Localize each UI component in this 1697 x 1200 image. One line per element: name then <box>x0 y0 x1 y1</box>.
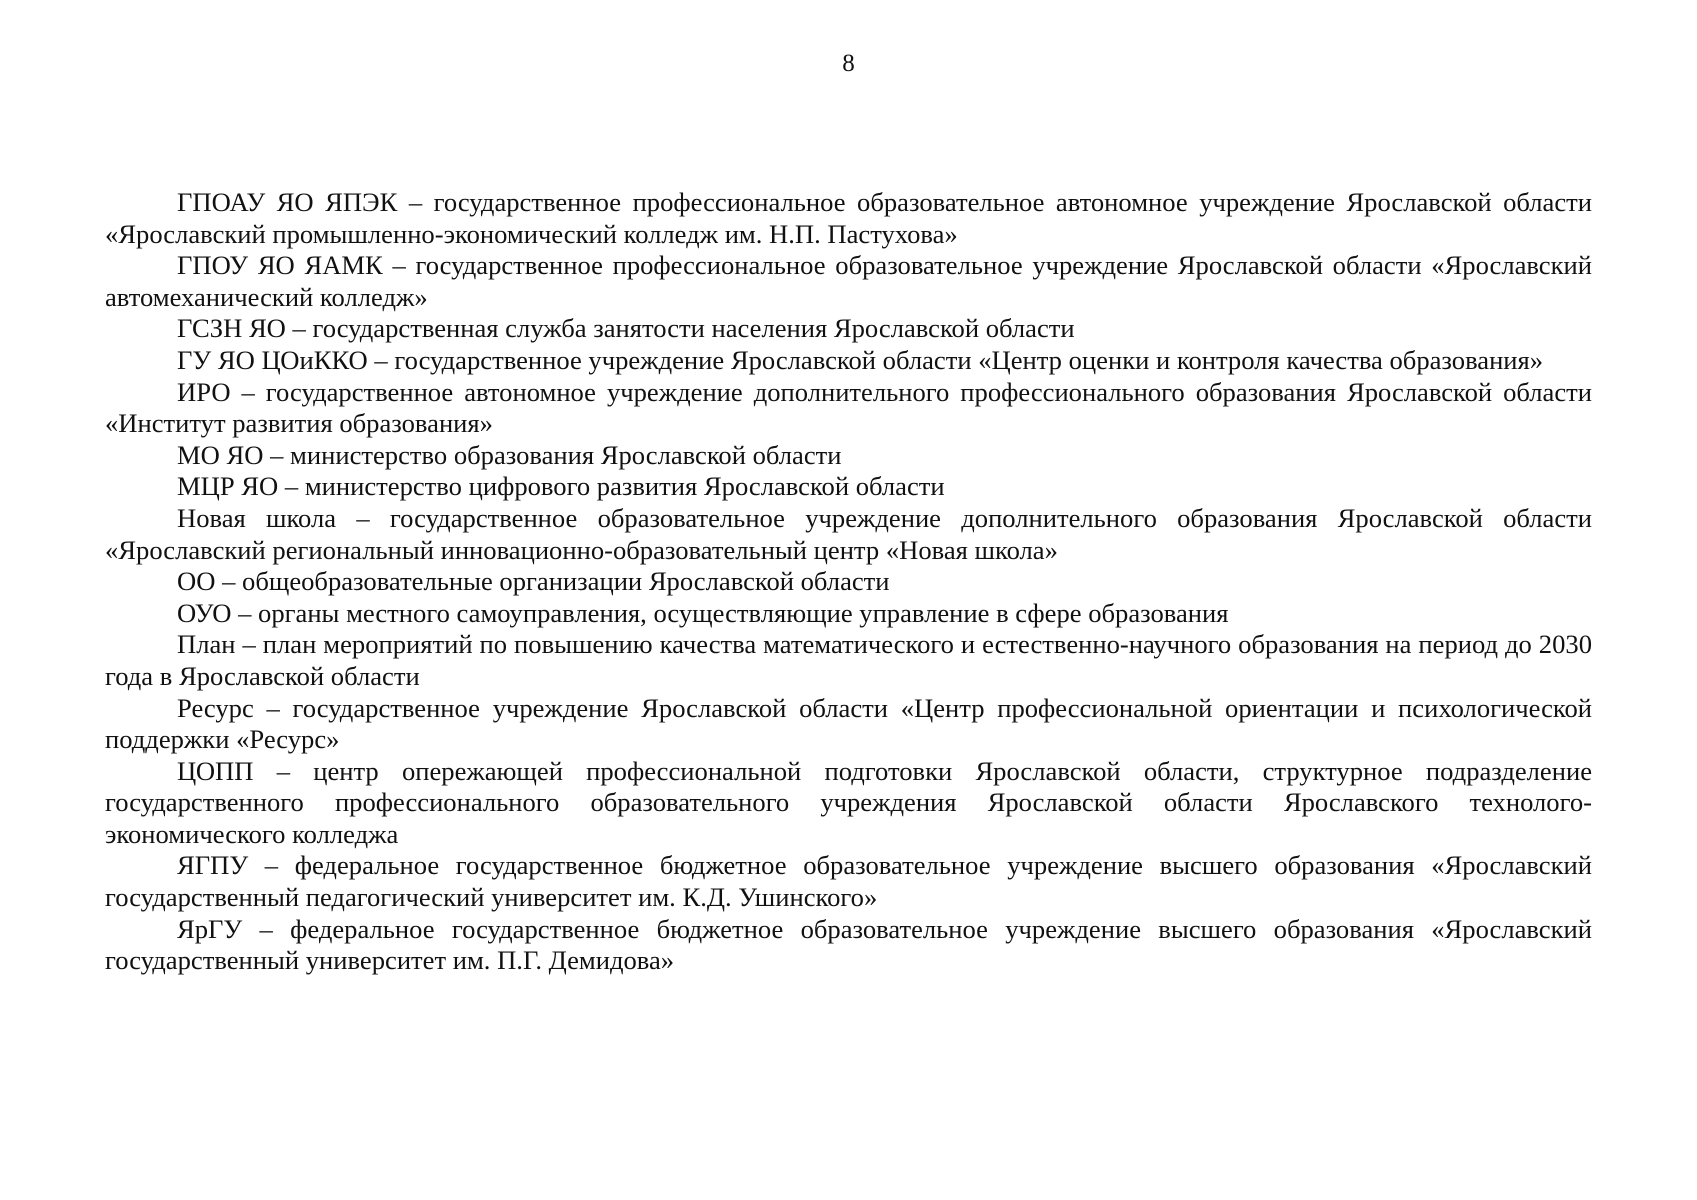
abbreviation-term: МО ЯО <box>177 439 264 470</box>
abbreviation-definition: органы местного самоуправления, осуществляющие управление в сфере образования <box>258 597 1229 628</box>
abbreviation-definition: государственное профессиональное образовательное учреждение Ярославской области «Ярославский автомеханический колледж» <box>105 250 1592 312</box>
abbreviation-definition: федеральное государственное бюджетное образовательное учреждение высшего образования «Ярославский государственный педагогический университет им. К.Д. Ушинского» <box>105 850 1592 913</box>
abbreviation-entry: ЦОПП – центр опережающей профессиональной подготовки Ярославской области, структурное подразделение государственного профессионального образовательного учреждения Ярославской области Ярославского технолого-экономического колледжа <box>105 755 1592 849</box>
abbreviation-term: ГСЗН ЯО <box>177 313 286 344</box>
abbreviation-definition: общеобразовательные организации Ярославской области <box>242 566 890 597</box>
abbreviation-entry: ОО – общеобразовательные организации Ярославской области <box>177 566 890 597</box>
abbreviations-list <box>105 187 1592 977</box>
abbreviation-definition: федеральное государственное бюджетное образовательное учреждение высшего образования «Ярославский государственный университет им. П.Г. Демидова» <box>105 913 1592 976</box>
abbreviation-definition: министерство образования Ярославской области <box>290 439 842 470</box>
abbreviation-term: ОУО <box>177 597 232 628</box>
abbreviation-entry: ИРО – государственное автономное учреждение дополнительного профессионального образования Ярославской области «Институт развития образования» <box>105 376 1593 439</box>
abbreviation-entry: ГУ ЯО ЦОиККО – государственное учреждение Ярославской области «Центр оценки и контроля качества образования» <box>177 344 1544 375</box>
abbreviation-definition: государственное учреждение Ярославской области «Центр оценки и контроля качества образования» <box>394 344 1544 375</box>
abbreviation-term: МЦР ЯО <box>177 471 279 502</box>
abbreviation-term: Новая школа <box>177 502 337 533</box>
abbreviation-definition: государственное автономное учреждение дополнительного профессионального образования Ярославской области «Институт развития образования» <box>105 376 1593 439</box>
abbreviation-term: ГПОУ ЯО ЯАМК <box>177 250 383 281</box>
abbreviation-term: ГПОАУ ЯО ЯПЭК <box>177 187 398 217</box>
abbreviation-entry: ГПОУ ЯО ЯАМК – государственное профессиональное образовательное учреждение Ярославской области «Ярославский автомеханический колледж» <box>105 250 1592 312</box>
abbreviation-definition: государственное образовательное учреждение дополнительного образования Ярославской области «Ярославский региональный инновационно-образовательный центр «Новая школа» <box>105 502 1593 565</box>
abbreviation-entry: ГПОАУ ЯО ЯПЭК – государственное профессиональное образовательное автономное учреждение Ярославской области «Ярославский промышленно-экономический колледж им. Н.П. Пастухова» <box>105 187 1593 249</box>
abbreviation-entry: ГСЗН ЯО – государственная служба занятости населения Ярославской области <box>177 313 1075 344</box>
abbreviation-definition: государственное профессиональное образовательное автономное учреждение Ярославской области «Ярославский промышленно-экономический колледж им. Н.П. Пастухова» <box>105 187 1593 249</box>
abbreviation-term: Ресурс <box>177 692 254 723</box>
abbreviation-term: ОО <box>177 566 216 597</box>
abbreviation-term: План <box>177 629 236 660</box>
abbreviation-term: ИРО <box>177 376 231 407</box>
page-number: 8 <box>842 50 855 77</box>
abbreviation-term: ЦОПП <box>177 755 254 786</box>
abbreviation-entry: План – план мероприятий по повышению качества математического и естественно-научного образования на период до 2030 года в Ярославской области <box>105 629 1592 691</box>
abbreviation-term: ЯрГУ <box>177 913 243 944</box>
abbreviation-entry: МО ЯО – министерство образования Ярославской области <box>177 439 842 470</box>
abbreviation-term: ЯГПУ <box>177 850 249 881</box>
abbreviation-definition: государственная служба занятости населения Ярославской области <box>312 313 1075 344</box>
abbreviation-entry: Новая школа – государственное образовательное учреждение дополнительного образования Ярославской области «Ярославский региональный инновационно-образовательный центр «Новая школа» <box>105 502 1593 565</box>
abbreviation-entry: ЯрГУ – федеральное государственное бюджетное образовательное учреждение высшего образования «Ярославский государственный университет им. П.Г. Демидова» <box>105 913 1592 976</box>
abbreviation-entry: ОУО – органы местного самоуправления, осуществляющие управление в сфере образования <box>177 597 1229 628</box>
abbreviation-definition: государственное учреждение Ярославской области «Центр профессиональной ориентации и психологической поддержки «Ресурс» <box>105 692 1592 755</box>
abbreviation-term: ГУ ЯО ЦОиККО <box>177 344 368 375</box>
abbreviation-entry: Ресурс – государственное учреждение Ярославской области «Центр профессиональной ориентации и психологической поддержки «Ресурс» <box>105 692 1592 755</box>
abbreviation-definition: центр опережающей профессиональной подготовки Ярославской области, структурное подразделение государственного профессионального образовательного учреждения Ярославской области Ярославского технолого-экономического колледжа <box>105 755 1592 849</box>
abbreviation-entry: МЦР ЯО – министерство цифрового развития Ярославской области <box>177 471 945 502</box>
abbreviation-definition: министерство цифрового развития Ярославской области <box>304 471 945 502</box>
abbreviation-definition: план мероприятий по повышению качества математического и естественно-научного образования на период до 2030 года в Ярославской области <box>105 629 1592 691</box>
abbreviation-entry: ЯГПУ – федеральное государственное бюджетное образовательное учреждение высшего образования «Ярославский государственный педагогический университет им. К.Д. Ушинского» <box>105 850 1592 913</box>
